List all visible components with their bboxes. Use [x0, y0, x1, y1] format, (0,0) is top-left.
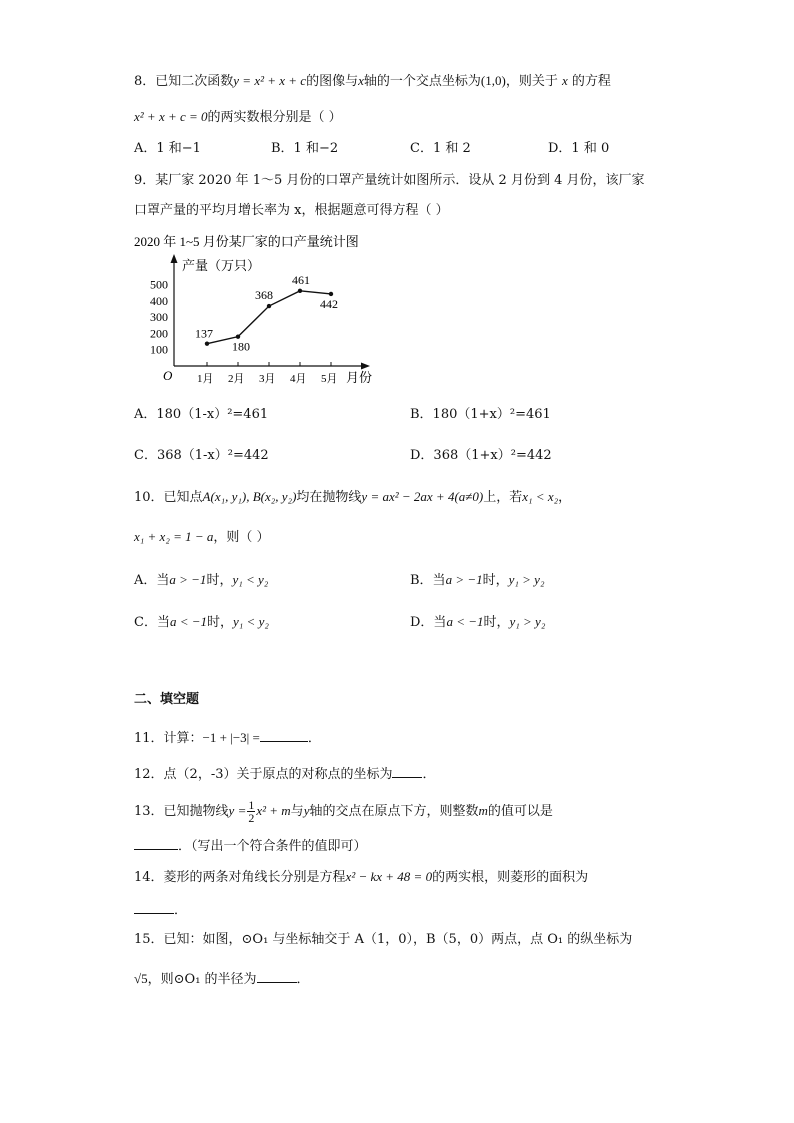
q10-d-cond: a < −1: [446, 614, 484, 629]
q8-option-a[interactable]: A．1 和−1: [134, 141, 201, 156]
data-label: 137: [195, 326, 213, 341]
q10-option-a[interactable]: [134, 571, 268, 590]
q8-x2: x: [561, 73, 568, 88]
q13-mid: 与: [290, 804, 304, 819]
q9-option-b[interactable]: B．180（1+x）²=461: [410, 407, 551, 422]
x-tick-label: 2月: [228, 373, 245, 385]
q10-points: A(x₁, y₁), B(x₂, y₂): [202, 489, 297, 504]
q10-line2: [134, 528, 270, 547]
q8-line2: [134, 108, 342, 127]
q10-prefix: 10．已知点: [134, 490, 203, 505]
x-tick-label: 1月: [197, 373, 214, 385]
q15-answer-blank[interactable]: [257, 969, 297, 983]
q10-a-mid: 时，: [206, 573, 233, 588]
q15-line2-suffix: ，则⊙O₁ 的半径为: [147, 972, 257, 987]
y-tick-label: 300: [150, 310, 168, 325]
data-point: [267, 304, 271, 308]
section-title: 二、填空题: [134, 692, 200, 707]
q10-option-d[interactable]: [410, 613, 545, 632]
q13-frac-den: 2: [248, 811, 255, 825]
q8-mid: 的图像与: [306, 74, 359, 89]
q13-frac-num: 1: [248, 798, 255, 812]
q11-prefix: 11．计算：: [134, 731, 203, 746]
q13-y-eq: y =: [228, 803, 247, 818]
q12-answer-blank[interactable]: [392, 764, 422, 778]
production-line-chart: [130, 228, 390, 390]
q10-option-b[interactable]: [410, 571, 544, 590]
q15-line2: [134, 969, 310, 989]
q14-equation: x² − kx + 48 = 0: [345, 869, 433, 884]
q9-option-a[interactable]: A．180（1-x）²=461: [134, 407, 269, 422]
q13-fraction: [247, 799, 255, 824]
x-axis-arrow: [361, 363, 370, 370]
q14-line1: [134, 868, 588, 887]
q10-a-label: A．当: [134, 573, 170, 588]
q10-mid: 均在抛物线: [296, 490, 362, 505]
q13-rest: x² + m: [256, 803, 291, 818]
chart-title: 2020 年 1~5 月份某厂家的口产量统计图: [134, 234, 359, 249]
q8-func: y = x² + x + c: [233, 73, 307, 88]
q8-suffix: ，则关于: [505, 74, 558, 89]
q10-b-res: y₁ > y₂: [508, 572, 545, 587]
q14-prefix: 14．菱形的两条对角线长分别是方程: [134, 870, 346, 885]
q15-end: ．: [296, 972, 310, 987]
q9-option-d[interactable]: D．368（1+x）²=442: [410, 448, 552, 463]
q15-sqrt: √5: [134, 971, 148, 986]
data-label: 442: [320, 296, 338, 311]
q14-line2-text: ．: [174, 903, 188, 918]
q13-line1: [134, 799, 553, 824]
q14-suffix: 的两实根，则菱形的面积为: [432, 870, 589, 885]
q10-line2-suffix: ，则（ ）: [213, 530, 270, 545]
data-label: 180: [232, 339, 250, 354]
q12-line: [134, 764, 436, 784]
q10-c-res: y₁ < y₂: [233, 614, 269, 629]
q11-line: [134, 728, 321, 748]
q13-line2-text: ．（写出一个符合条件的值即可）: [178, 839, 367, 854]
q10-cond1: x₁ < x₂: [522, 489, 559, 504]
q8-option-d[interactable]: D．1 和 0: [548, 141, 610, 156]
q8-point: (1,0): [480, 73, 506, 88]
q9-option-c[interactable]: C．368（1-x）²=442: [134, 448, 269, 463]
q14-answer-blank[interactable]: [134, 900, 174, 914]
q10-b-mid: 时，: [482, 573, 509, 588]
q9-line2: 口罩产量的平均月增长率为 x，根据题意可得方程（ ）: [134, 203, 449, 218]
q8-prefix: 8．已知二次函数: [134, 74, 234, 89]
data-point: [298, 289, 302, 293]
q11-answer-blank[interactable]: [260, 728, 308, 742]
q10-a-cond: a > −1: [169, 572, 207, 587]
x-tick-label: 5月: [321, 373, 338, 385]
q10-c-label: C．当: [134, 615, 170, 630]
q12-text: 12．点（2，-3）关于原点的对称点的坐标为: [134, 767, 393, 782]
y-tick-label: 400: [150, 293, 168, 308]
y-tick-label: 500: [150, 277, 168, 292]
y-tick-label: 100: [150, 342, 168, 357]
x-tick-label: 3月: [259, 373, 276, 385]
q14-line2: [134, 900, 187, 920]
q10-option-c[interactable]: [134, 613, 269, 632]
q10-cond2: x₁ + x₂ = 1 − a: [134, 529, 214, 544]
q13-prefix: 13．已知抛物线: [134, 804, 229, 819]
q13-answer-blank[interactable]: [134, 836, 178, 850]
q13-mid2: 轴的交点在原点下方，则整数: [309, 804, 479, 819]
q10-parabola: y = ax² − 2ax + 4(a≠0): [361, 489, 484, 504]
origin-label: O: [163, 368, 173, 383]
q13-m: m: [478, 803, 488, 818]
q10-c-mid: 时，: [207, 615, 234, 630]
y-axis-label: 产量（万只）: [182, 258, 261, 273]
data-point: [205, 341, 209, 345]
x-axis-label: 月份: [346, 370, 373, 385]
y-tick-label: 200: [150, 326, 168, 341]
q8-x: x: [358, 73, 364, 88]
q12-suffix: ．: [422, 767, 436, 782]
q10-c-cond: a < −1: [169, 614, 207, 629]
data-point: [329, 292, 333, 296]
q10-d-res: y₁ > y₂: [509, 614, 546, 629]
q10-d-label: D．当: [410, 615, 447, 630]
x-tick-label: 4月: [290, 373, 307, 385]
q10-comma: ，: [558, 490, 572, 505]
data-label: 461: [292, 272, 310, 287]
q8-mid2: 轴的一个交点坐标为: [363, 74, 481, 89]
q13-line2: [134, 836, 367, 856]
q8-end: 的方程: [571, 74, 611, 89]
y-axis-arrow: [171, 254, 178, 263]
q10-a-res: y₁ < y₂: [232, 572, 269, 587]
q11-suffix: ．: [307, 731, 321, 746]
q11-expr: −1 + |−3| =: [202, 730, 260, 745]
q8-equation: x² + x + c = 0: [134, 109, 208, 124]
q15-line1: 15．已知：如图，⊙O₁ 与坐标轴交于 A（1，0），B（5，0）两点，点 O₁ 的纵坐标为: [134, 932, 633, 947]
q10-d-mid: 时，: [483, 615, 510, 630]
q8-option-b[interactable]: B．1 和−2: [271, 141, 339, 156]
q8-line1: [134, 72, 611, 91]
q13-suffix: 的值可以是: [487, 804, 553, 819]
q9-line1: 9．某厂家 2020 年 1～5 月份的口罩产量统计如图所示．设从 2 月份到 4 月份，该厂家: [134, 173, 645, 188]
q10-mid2: 上，若: [483, 490, 523, 505]
data-label: 368: [255, 288, 273, 303]
q8-line2-suffix: 的两实数根分别是（ ）: [207, 110, 342, 125]
q13-yaxis: y: [303, 803, 310, 818]
q10-line1: [134, 488, 571, 507]
q8-option-c[interactable]: C．1 和 2: [410, 141, 471, 156]
q10-b-cond: a > −1: [445, 572, 483, 587]
data-point: [236, 334, 240, 338]
q10-b-label: B．当: [410, 573, 446, 588]
